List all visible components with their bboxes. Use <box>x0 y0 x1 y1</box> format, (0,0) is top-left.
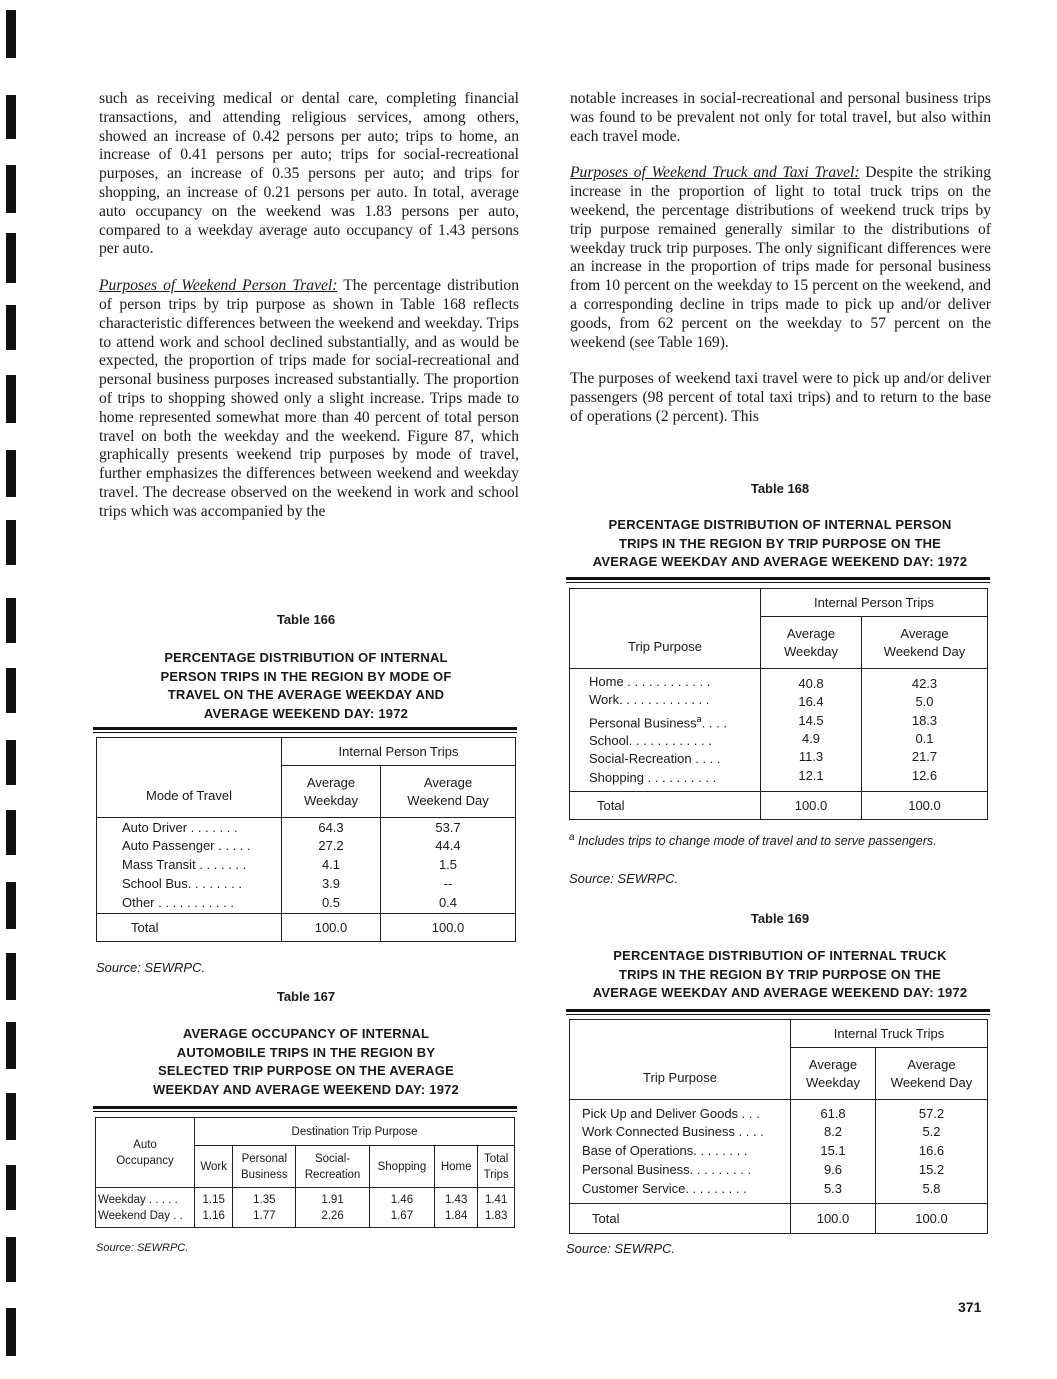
weekday-values: 64.3 27.2 4.1 3.9 0.5 <box>282 818 381 914</box>
weekday-values: 40.8 16.4 14.5 4.9 11.3 12.1 <box>761 669 862 792</box>
binder-mark <box>6 520 16 565</box>
weekday-values: 61.8 8.2 15.1 9.6 5.3 <box>791 1100 876 1204</box>
column-header-weekend: Average Weekend Day <box>876 1048 988 1100</box>
table-166 <box>96 737 516 942</box>
weekend-values: 53.7 44.4 1.5 -- 0.4 <box>381 818 516 914</box>
total-label: Total <box>97 914 282 942</box>
row-label: Shopping . . . . . . . . . . <box>589 769 717 785</box>
column-header-shopping: Shopping <box>369 1146 434 1188</box>
group-header: Internal Person Trips <box>282 738 516 766</box>
table-169-rule <box>566 1009 990 1012</box>
section-heading-weekend-person-travel: Purposes of Weekend Person Travel: <box>99 277 338 295</box>
binder-mark <box>6 740 16 785</box>
title-line: TRIPS IN THE REGION BY TRIP PURPOSE ON THE <box>618 535 942 551</box>
left-column-text <box>99 90 519 522</box>
table-169-number: Table 169 <box>750 911 810 926</box>
table-166-source: Source: SEWRPC. <box>96 960 206 975</box>
title-line: PERSON TRIPS IN THE REGION BY MODE OF <box>160 668 452 684</box>
row-label: Work Connected Business . . . . <box>582 1124 764 1140</box>
table-167-rule <box>93 1111 517 1112</box>
values-shopping: 1.46 1.67 <box>369 1188 434 1228</box>
column-header-weekend: Average Weekend Day <box>381 766 516 818</box>
binder-mark <box>6 810 16 855</box>
table-169-source: Source: SEWRPC. <box>566 1241 676 1256</box>
row-label: Mass Transit . . . . . . . <box>122 857 247 873</box>
row-label: Personal Business$^a$. . . . <box>589 713 727 730</box>
table-row-labels <box>97 818 282 914</box>
binder-mark <box>6 598 16 643</box>
row-label: School. . . . . . . . . . . . <box>589 733 712 749</box>
group-header: Internal Person Trips <box>761 589 988 617</box>
row-label: Social-Recreation . . . . <box>589 751 721 767</box>
title-line: SELECTED TRIP PURPOSE ON THE AVERAGE <box>158 1063 454 1078</box>
page-number: 371 <box>958 1299 982 1315</box>
column-header-total: Total Trips <box>478 1146 515 1188</box>
table-166-rule <box>93 732 517 733</box>
table-168-title <box>566 516 994 572</box>
row-label: Auto Driver . . . . . . . <box>122 819 238 835</box>
total-weekday: 100.0 <box>791 1204 876 1234</box>
values-personal-business: 1.35 1.77 <box>233 1188 296 1228</box>
column-header-social-recreation: Social- Recreation <box>296 1146 370 1188</box>
table-row-labels <box>570 1100 791 1204</box>
weekend-values: 57.2 5.2 16.6 15.2 5.8 <box>876 1100 988 1204</box>
table-168-rule <box>566 577 990 580</box>
title-line: AUTOMOBILE TRIPS IN THE REGION BY <box>176 1044 436 1060</box>
column-header-personal-business: Personal Business <box>233 1146 296 1188</box>
total-label: Total <box>570 792 761 820</box>
binder-mark <box>6 1093 16 1140</box>
column-header-weekday: Average Weekday <box>791 1048 876 1100</box>
column-header-trip-purpose: Trip Purpose <box>570 589 761 669</box>
row-label: Auto Passenger . . . . . <box>122 838 251 854</box>
binder-mark <box>6 375 16 423</box>
table-166-title <box>96 649 516 723</box>
section-heading-weekend-truck-taxi-travel: Purposes of Weekend Truck and Taxi Travel: <box>570 164 860 182</box>
total-weekend: 100.0 <box>862 792 988 820</box>
table-row-labels <box>570 669 761 792</box>
binder-mark <box>6 668 16 713</box>
table-167-rule <box>93 1106 517 1109</box>
values-total: 1.41 1.83 <box>478 1188 515 1228</box>
row-label: School Bus. . . . . . . . <box>122 875 242 891</box>
column-header-mode: Mode of Travel <box>97 738 282 818</box>
column-header-weekend: Average Weekend Day <box>862 617 988 669</box>
row-label: Personal Business. . . . . . . . . <box>582 1161 752 1177</box>
row-label: Customer Service. . . . . . . . . <box>582 1180 747 1196</box>
binder-mark <box>6 1237 16 1282</box>
binder-mark <box>6 305 16 350</box>
group-header: Internal Truck Trips <box>791 1020 988 1048</box>
right-column-text <box>570 90 991 427</box>
binder-mark <box>6 450 16 497</box>
title-line: AVERAGE WEEKDAY AND AVERAGE WEEKEND DAY: 1972 <box>592 554 968 569</box>
title-line: PERCENTAGE DISTRIBUTION OF INTERNAL PERSON <box>608 517 952 532</box>
column-header-weekday: Average Weekday <box>282 766 381 818</box>
title-line: AVERAGE WEEKEND DAY: 1972 <box>203 705 409 721</box>
table-169 <box>569 1019 988 1234</box>
binder-mark <box>6 1022 16 1069</box>
table-169-title <box>566 947 994 1003</box>
title-line: WEEKDAY AND AVERAGE WEEKEND DAY: 1972 <box>153 1081 459 1097</box>
table-169-rule <box>566 1014 990 1015</box>
weekend-values: 42.3 5.0 18.3 0.1 21.7 12.6 <box>862 669 988 792</box>
table-168 <box>569 588 988 820</box>
binder-mark <box>6 10 16 58</box>
total-weekend: 100.0 <box>876 1204 988 1234</box>
table-168-source: Source: SEWRPC. <box>569 871 679 886</box>
table-row-labels: Weekday . . . . . Weekend Day . . <box>96 1188 195 1228</box>
title-line: AVERAGE OCCUPANCY OF INTERNAL <box>182 1026 430 1041</box>
title-line: PERCENTAGE DISTRIBUTION OF INTERNAL TRUCK <box>613 948 947 963</box>
title-line: TRIPS IN THE REGION BY TRIP PURPOSE ON THE <box>618 966 942 982</box>
right-paragraph-3: The purposes of weekend taxi travel were to pick up and/or deliver passengers (98 percent of total taxi trips) and to return to the base of operations (2 percent). This <box>570 370 991 425</box>
binder-mark <box>6 953 16 1000</box>
right-paragraph-1: notable increases in social-recreational and personal business trips was found to be prevalent not only for total travel, but also within each travel mode. <box>570 90 991 145</box>
left-paragraph-2-body: The percentage distribution of person trips by trip purpose as shown in Table 168 reflects characteristic differences between the weekend and weekday. Trips to attend work and school declined substantially, and as would be expected, the proportion of trips made for social-recreational and personal business purposes increased substantially. The proportion of trips to shopping showed only a slight increase. Trips made to home represented somewhat more than 40 percent of total person travel on both the weekday and the weekend. Figure 87, which graphically presents weekend trip purposes by mode of travel, further emphasizes the differences between weekend and weekday travel. The decrease observed on the weekend in work and school trips which was accompanied by the <box>99 277 520 520</box>
column-header-occupancy: Auto Occupancy <box>96 1118 195 1188</box>
table-167-title <box>96 1025 516 1099</box>
right-paragraph-2-body: Despite the striking increase in the proportion of light to total truck trips on the weekend, the percentage distributions of weekend truck trips by trip purpose remained generally similar to the distributions of weekday truck trip purposes. The only significant differences were an increase in the proportion of trips made for personal business from 10 percent on the weekday to 15 percent on the weekend, and a corresponding decline in trips made to pick up and/or deliver goods, from 62 percent on the weekday to 57 percent on the weekend (see Table 169). <box>570 164 991 351</box>
row-label: Base of Operations. . . . . . . . <box>582 1143 748 1159</box>
table-168-rule <box>566 582 990 583</box>
title-line: TRAVEL ON THE AVERAGE WEEKDAY AND <box>167 687 445 702</box>
binder-mark <box>6 882 16 929</box>
binder-mark <box>6 165 16 213</box>
binder-mark <box>6 233 16 283</box>
row-label: Pick Up and Deliver Goods . . . <box>582 1105 760 1121</box>
table-167-source: Source: SEWRPC. <box>96 1242 189 1254</box>
row-label: Work. . . . . . . . . . . . . <box>589 692 710 708</box>
title-line: AVERAGE WEEKDAY AND AVERAGE WEEKEND DAY: 1972 <box>592 985 968 1000</box>
table-167-number: Table 167 <box>276 989 336 1004</box>
binder-mark <box>6 95 16 139</box>
column-header-work: Work <box>195 1146 233 1188</box>
values-work: 1.15 1.16 <box>195 1188 233 1228</box>
column-header-weekday: Average Weekday <box>761 617 862 669</box>
binder-mark <box>6 1165 16 1210</box>
table-167 <box>95 1117 515 1228</box>
title-line: PERCENTAGE DISTRIBUTION OF INTERNAL <box>164 650 448 665</box>
table-168-footnote: $^a$ Includes trips to change mode of travel and to serve passengers. <box>569 832 937 849</box>
column-header-home: Home <box>434 1146 477 1188</box>
total-label: Total <box>570 1204 791 1234</box>
column-header-trip-purpose: Trip Purpose <box>570 1020 791 1100</box>
left-paragraph-2 <box>99 277 519 521</box>
left-paragraph-1: such as receiving medical or dental care, completing financial transactions, and attending religious services, among others, showed an increase of 0.42 persons per auto; trips to home, an increase of 0.41 persons per auto; trips for social-recreational purposes, an increase of 0.35 persons per auto; and trips for shopping, an increase of 0.21 persons per auto. In total, average auto occupancy on the weekend was 1.83 persons per auto, compared to a weekday average auto occupancy of 1.43 persons per auto. <box>99 90 519 258</box>
table-166-number: Table 166 <box>276 612 336 627</box>
row-label: Home . . . . . . . . . . . . <box>589 673 711 689</box>
table-168-number: Table 168 <box>750 481 810 496</box>
total-weekday: 100.0 <box>282 914 381 942</box>
group-header: Destination Trip Purpose <box>195 1118 515 1146</box>
total-weekend: 100.0 <box>381 914 516 942</box>
values-social-recreation: 1.91 2.26 <box>296 1188 370 1228</box>
values-home: 1.43 1.84 <box>434 1188 477 1228</box>
binder-mark <box>6 1308 16 1356</box>
right-paragraph-2 <box>570 164 991 352</box>
table-166-rule <box>93 727 517 730</box>
total-weekday: 100.0 <box>761 792 862 820</box>
row-label: Other . . . . . . . . . . . <box>122 894 234 910</box>
